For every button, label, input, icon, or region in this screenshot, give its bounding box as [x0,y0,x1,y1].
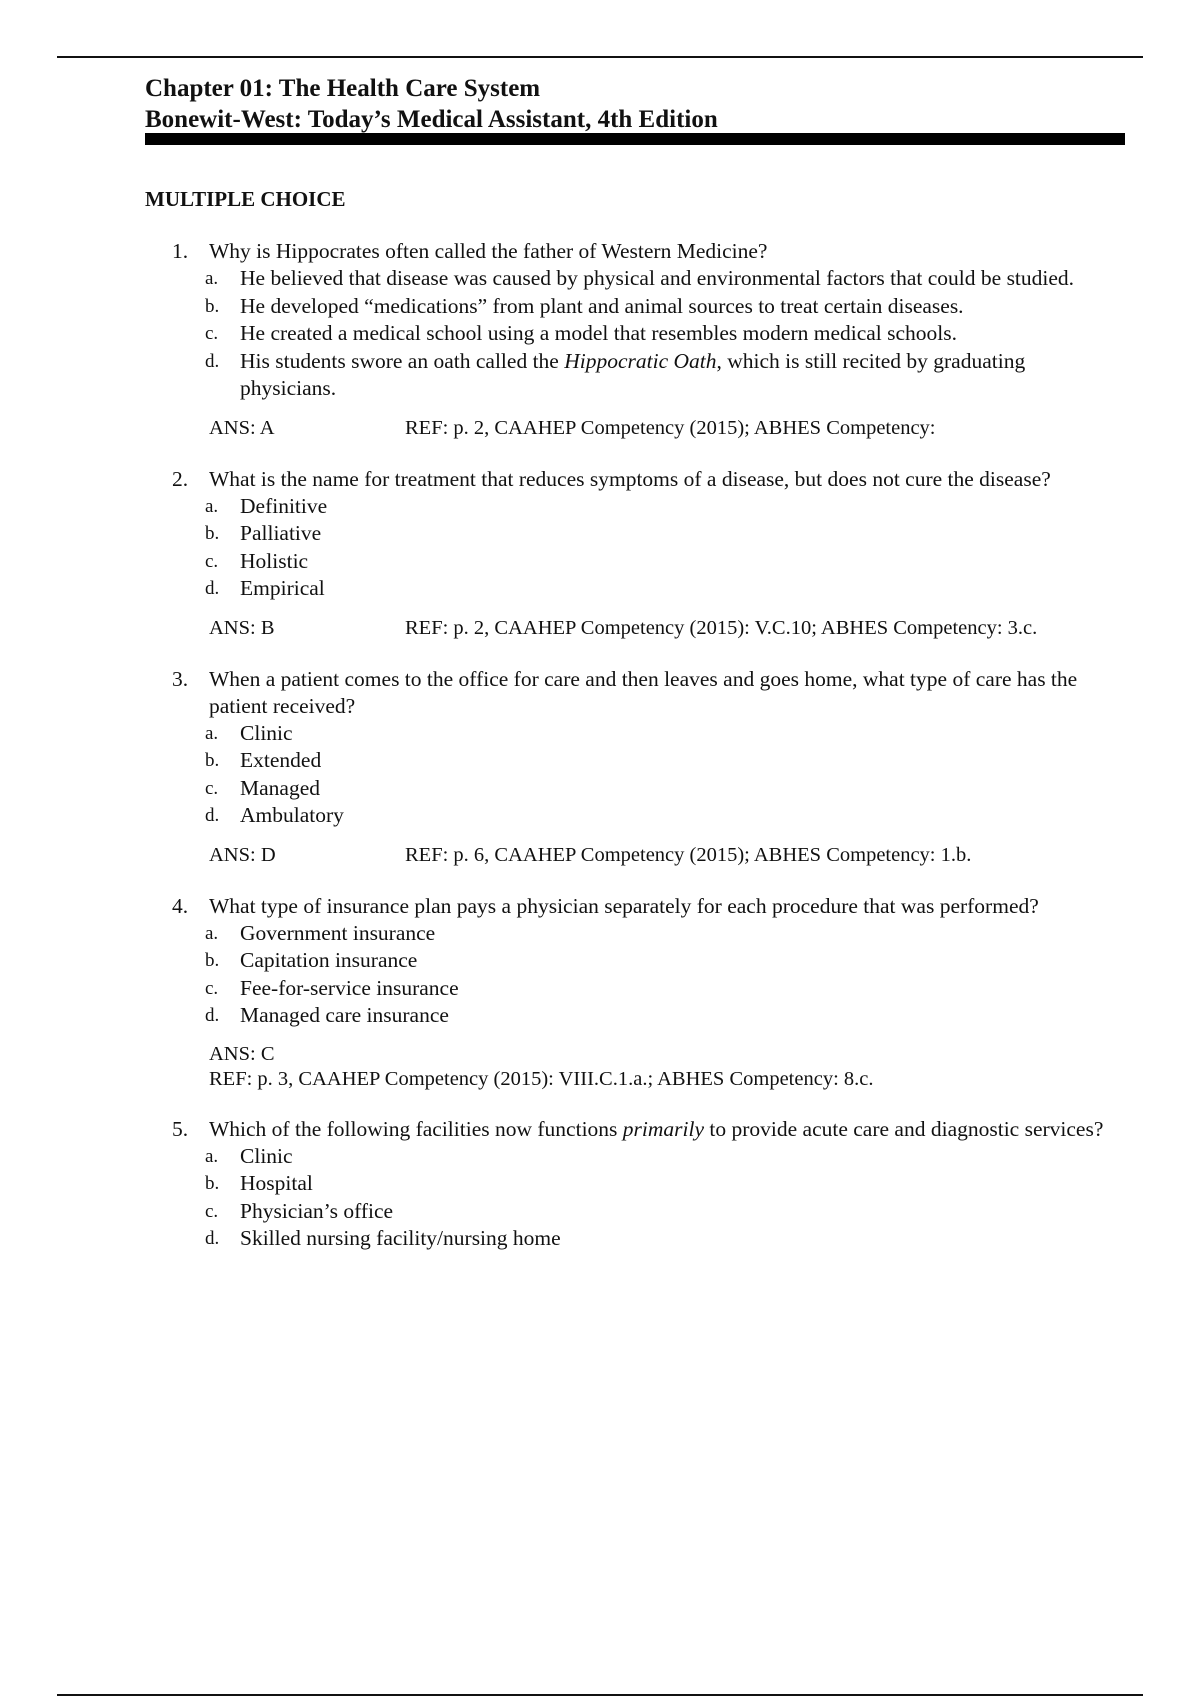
option-text: He created a medical school using a model that resembles modern medical schools. [240,321,958,345]
option-text: Managed [240,775,320,800]
question-text: What is the name for treatment that reduces symptoms of a disease, but does not cure the disease? [209,466,1051,491]
option-d [145,1225,1125,1253]
option-letter: b. [205,950,220,971]
option-letter: c. [205,550,219,572]
option-text: He developed “medications” from plant and animal sources to treat certain diseases. [240,293,964,318]
option-text: Holistic [240,548,309,573]
answer-reference: REF: p. 2, CAAHEP Competency (2015); ABHES Competency: [405,416,936,439]
question-stem [145,893,1125,920]
option-text: Physician’s office [240,1198,394,1223]
option-text: Palliative [240,521,322,545]
top-rule [57,56,1143,58]
option-letter: d. [205,578,220,599]
answer-row [145,842,1125,869]
question-text-italic: primarily [622,1116,705,1141]
option-letter: b. [205,1173,220,1194]
option-letter: d. [205,1005,220,1026]
option-letter: b. [205,523,220,544]
option-text: Fee-for-service insurance [240,975,459,1000]
option-text: Clinic [240,720,293,745]
question-text: Why is Hippocrates often called the father of Western Medicine? [209,239,768,263]
question-text: When a patient comes to the office for care and then leaves and goes home, what type of care has the patient received? [209,666,1078,718]
option-b [145,1170,1125,1198]
question-number: 2. [172,466,189,491]
question-4 [145,893,1125,1092]
option-a [145,265,1125,293]
document-header [145,73,1125,135]
option-letter: a. [205,1145,219,1167]
question-1 [145,238,1125,442]
option-letter: a. [205,922,219,944]
question-number: 4. [172,893,189,918]
option-c [145,975,1125,1003]
header-bar [145,133,1125,145]
answer-reference: REF: p. 6, CAAHEP Competency (2015); ABHES Competency: 1.b. [405,843,972,866]
option-letter: d. [205,1228,220,1249]
option-letter: b. [205,750,220,771]
answer-row [145,615,1125,642]
option-d [145,575,1125,603]
answer-row [145,415,1125,442]
question-number: 3. [172,666,189,691]
answer-key: ANS: C [209,1042,275,1065]
question-stem [145,466,1125,493]
option-b [145,747,1125,775]
option-c [145,1198,1125,1226]
book-title: Bonewit-West: Today’s Medical Assistant, 4th Edition [145,106,718,133]
answer-reference: REF: p. 3, CAAHEP Competency (2015): VIII.C.1.a.; ABHES Competency: 8.c. [209,1067,874,1090]
option-c [145,548,1125,576]
option-text: Extended [240,748,322,772]
option-text: He believed that disease was caused by physical and environmental factors that could be studied. [240,266,1075,290]
option-text: Definitive [240,493,328,518]
option-b [145,293,1125,321]
option-text: Managed care insurance [240,1003,449,1027]
option-b [145,520,1125,548]
option-letter: d. [205,350,220,372]
option-d [145,348,1125,403]
option-text-post: , which is still recited by graduating physicians. [240,348,1026,400]
option-list [145,1143,1125,1253]
chapter-title: Chapter 01: The Health Care System [145,75,541,102]
option-text: Skilled nursing facility/nursing home [240,1226,561,1250]
option-letter: d. [205,805,220,826]
option-letter: c. [205,1200,219,1222]
answer-reference: REF: p. 2, CAAHEP Competency (2015): V.C.10; ABHES Competency: 3.c. [405,616,1038,639]
option-text-italic: Hippocratic Oath [564,348,717,373]
question-text: What type of insurance plan pays a physician separately for each procedure that was performed? [209,893,1039,918]
answer-block [145,1042,1125,1092]
question-number: 5. [172,1116,189,1141]
question-text-post: to provide acute care and diagnostic services? [704,1116,1104,1141]
question-2 [145,466,1125,642]
option-c [145,775,1125,803]
option-letter: c. [205,323,219,344]
option-d [145,1002,1125,1030]
section-title: MULTIPLE CHOICE [145,187,346,211]
option-a [145,720,1125,748]
option-list [145,265,1125,403]
option-letter: c. [205,777,219,799]
answer-key: ANS: B [209,616,275,639]
question-list [145,238,1125,1277]
bottom-rule [57,1694,1143,1696]
option-text: Empirical [240,576,325,600]
answer-key: ANS: D [209,843,276,866]
option-letter: a. [205,495,219,517]
question-text-pre: Which of the following facilities now functions [209,1116,623,1141]
option-a [145,1143,1125,1171]
option-text: Government insurance [240,920,436,945]
question-number: 1. [172,239,189,263]
question-5 [145,1116,1125,1253]
question-stem [145,238,1125,265]
option-list [145,920,1125,1030]
option-c [145,320,1125,348]
option-letter: c. [205,977,219,999]
option-a [145,920,1125,948]
option-a [145,493,1125,521]
option-text: Hospital [240,1171,313,1195]
option-letter: a. [205,722,219,744]
answer-key: ANS: A [209,416,275,439]
question-3 [145,666,1125,869]
option-list [145,720,1125,830]
question-stem [145,666,1125,720]
option-text: Ambulatory [240,803,344,827]
question-stem [145,1116,1125,1143]
option-letter: a. [205,268,219,289]
option-text: Clinic [240,1143,293,1168]
option-b [145,947,1125,975]
option-letter: b. [205,295,220,317]
option-list [145,493,1125,603]
option-text-pre: His students swore an oath called the [240,348,565,373]
option-text: Capitation insurance [240,948,418,972]
option-d [145,802,1125,830]
